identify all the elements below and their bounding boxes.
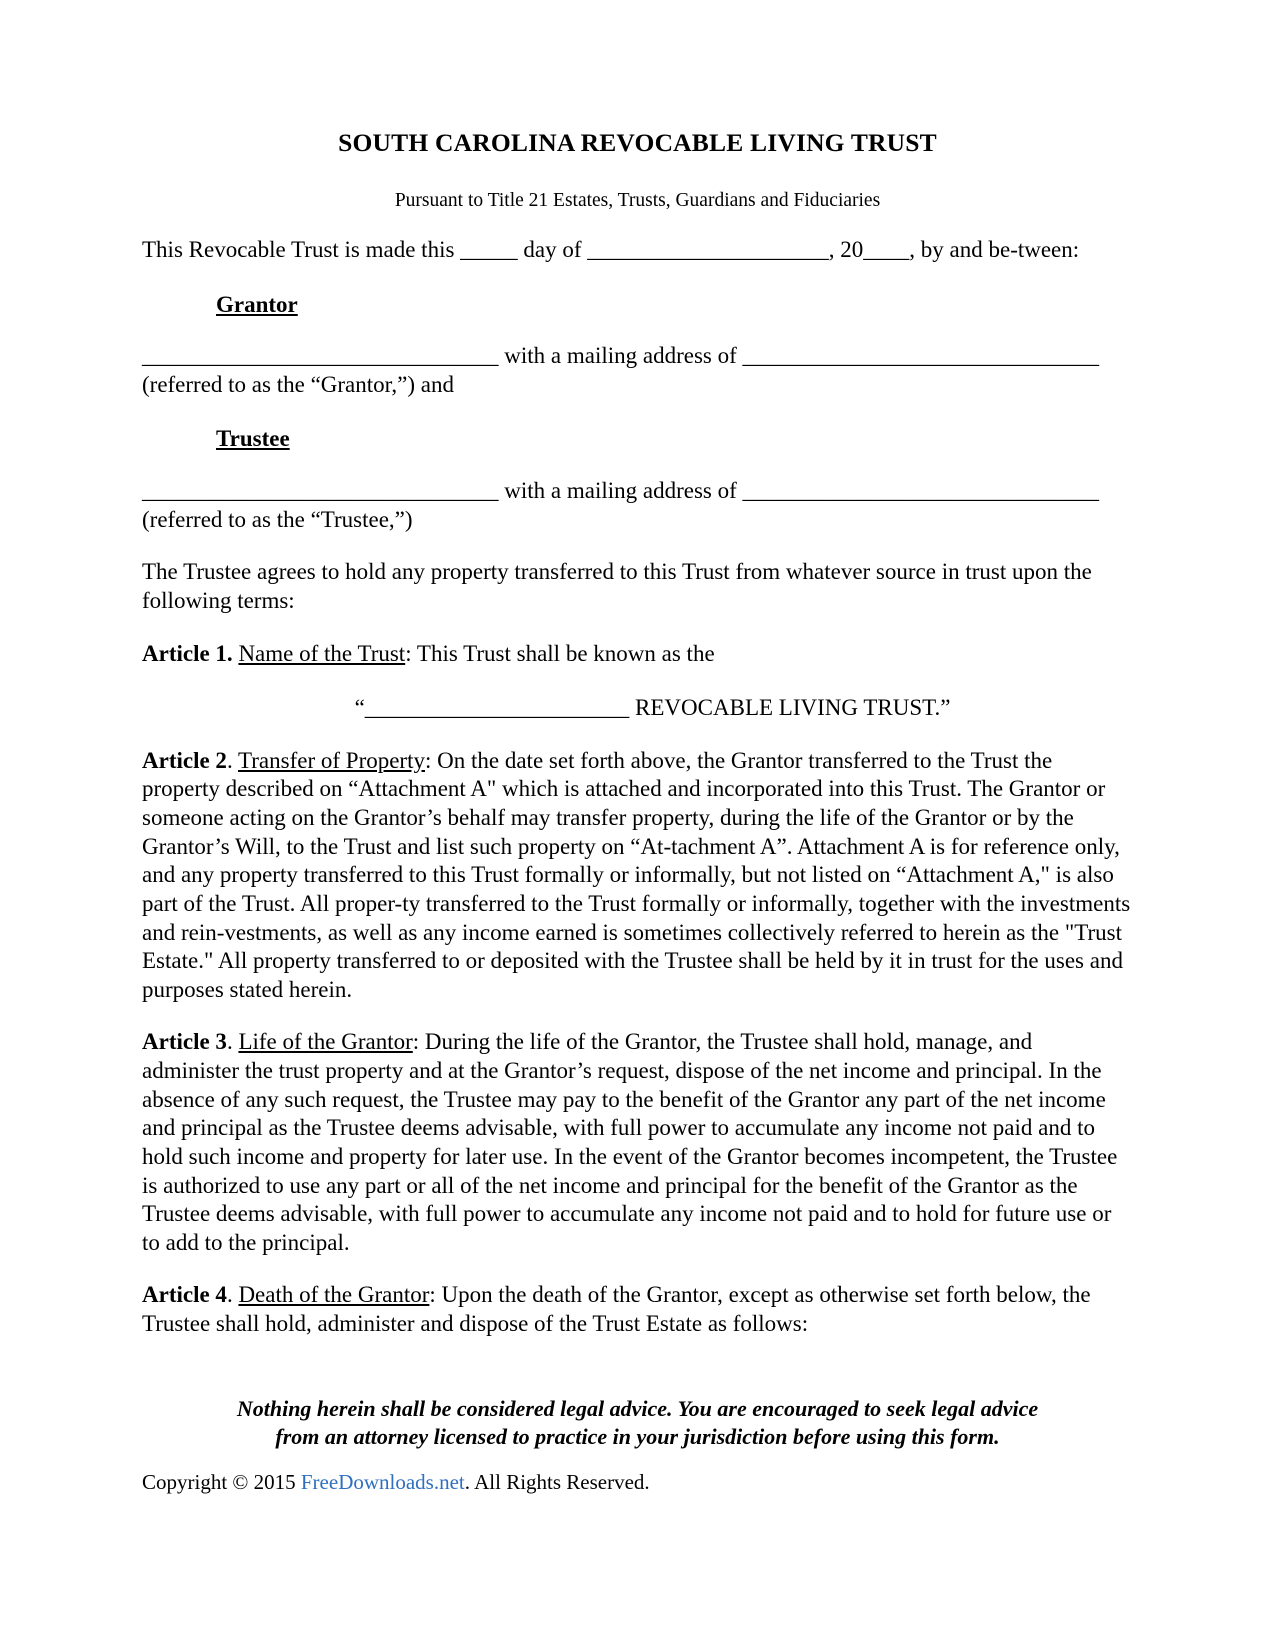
article-1-topic: Name of the Trust — [238, 640, 406, 666]
trustee-fill-line — [142, 477, 1133, 534]
article-1-label: Article 1. — [142, 640, 233, 666]
grantor-reference: (referred to as the “Grantor,”) and — [142, 371, 454, 397]
article-4-label: Article 4 — [142, 1282, 227, 1308]
article-4-topic: Death of the Grantor — [238, 1282, 430, 1308]
article-4-label-suffix: . — [226, 1282, 239, 1308]
trustee-heading: Trustee — [216, 426, 290, 452]
article-2-text: On the date set forth above, the Grantor transferred to the Trust the property described on “Attachment A" which is attached and incorporated into this Trust. The Grantor or someone acting on the Grantor’s behalf may transfer property, during the life of the Grantor or by the Grantor’s Will, to the Trust and list such property on “At-tachment A”. Attachment A is for reference only, and any property transferred to this Trust formally or informally, but not listed on “Attachment A," is also part of the Trust. All proper-ty transferred to the Trust formally or informally, together with the investments and rein-vestments, as well as any income earned is sometimes collectively referred to herein as the "Trust Estate." All property transferred to or deposited with the Trustee shall be held by it in trust for the uses and purposes stated herein. — [142, 747, 1131, 1002]
freedownloads-link[interactable]: FreeDownloads.net — [300, 1470, 465, 1494]
article-2 — [142, 747, 1133, 1005]
article-1-text: This Trust shall be known as the — [416, 640, 715, 666]
article-2-topic: Transfer of Property — [238, 747, 425, 773]
article-3-label-suffix: . — [226, 1029, 239, 1055]
article-4-text: Upon the death of the Grantor, except as otherwise set forth below, the Trustee shall hold, administer and dispose of the Trust Estate as follows: — [142, 1282, 1091, 1337]
trustee-blank-line[interactable]: _______________________________ with a mailing address of _______________________________ — [142, 478, 1100, 504]
disclaimer-line-2: from an attorney licensed to practice in your jurisdiction before using this form. — [275, 1424, 1000, 1450]
article-2-label: Article 2 — [142, 747, 227, 773]
page-subtitle: Pursuant to Title 21 Estates, Trusts, Guardians and Fiduciaries — [394, 189, 881, 211]
article-2-separator: : — [425, 747, 438, 773]
trustee-reference: (referred to as the “Trustee,”) — [142, 506, 413, 532]
article-3-topic: Life of the Grantor — [238, 1029, 413, 1055]
article-1-separator: : — [405, 640, 417, 666]
article-3 — [142, 1028, 1133, 1257]
trust-name-fill-line[interactable]: “_______________________ REVOCABLE LIVING TRUST.” — [354, 695, 951, 721]
article-3-separator: : — [412, 1029, 425, 1055]
article-4 — [142, 1281, 1133, 1338]
grantor-fill-line — [142, 342, 1133, 399]
article-1 — [142, 640, 1133, 669]
intro-paragraph: This Revocable Trust is made this _____ day of _____________________, 20____, by and be-tween: — [142, 236, 1080, 262]
grantor-blank-line[interactable]: _______________________________ with a mailing address of _______________________________ — [142, 343, 1100, 369]
copyright-suffix: . All Rights Reserved. — [464, 1470, 650, 1494]
article-4-separator: : — [429, 1282, 442, 1308]
copyright-notice — [142, 1470, 650, 1495]
article-2-label-suffix: . — [226, 747, 239, 773]
disclaimer-line-1: Nothing herein shall be considered legal advice. You are encouraged to seek legal advice — [236, 1396, 1039, 1421]
page-title: SOUTH CAROLINA REVOCABLE LIVING TRUST — [338, 128, 937, 157]
grantor-heading: Grantor — [216, 291, 298, 317]
copyright-prefix: Copyright © 2015 — [142, 1470, 301, 1494]
trustee-agrees-paragraph: The Trustee agrees to hold any property transferred to this Trust from whatever source in trust upon the following terms: — [142, 559, 1092, 613]
legal-disclaimer — [142, 1395, 1133, 1451]
article-3-text: During the life of the Grantor, the Trustee shall hold, manage, and administer the trust property and at the Grantor’s request, dispose of the net income and principal. In the absence of any such request, the Trustee may pay to the benefit of the Grantor any part of the net income and principal as the Trustee deems advisable, with full power to accumulate any income not paid and to hold such income and property for later use. In the event of the Grantor becomes incompetent, the Trustee is authorized to use any part or all of the net income and principal for the benefit of the Grantor as the Trustee deems advisable, with full power to accumulate any income not paid and to hold for future use or to add to the principal. — [142, 1029, 1118, 1255]
article-3-label: Article 3 — [142, 1029, 227, 1055]
